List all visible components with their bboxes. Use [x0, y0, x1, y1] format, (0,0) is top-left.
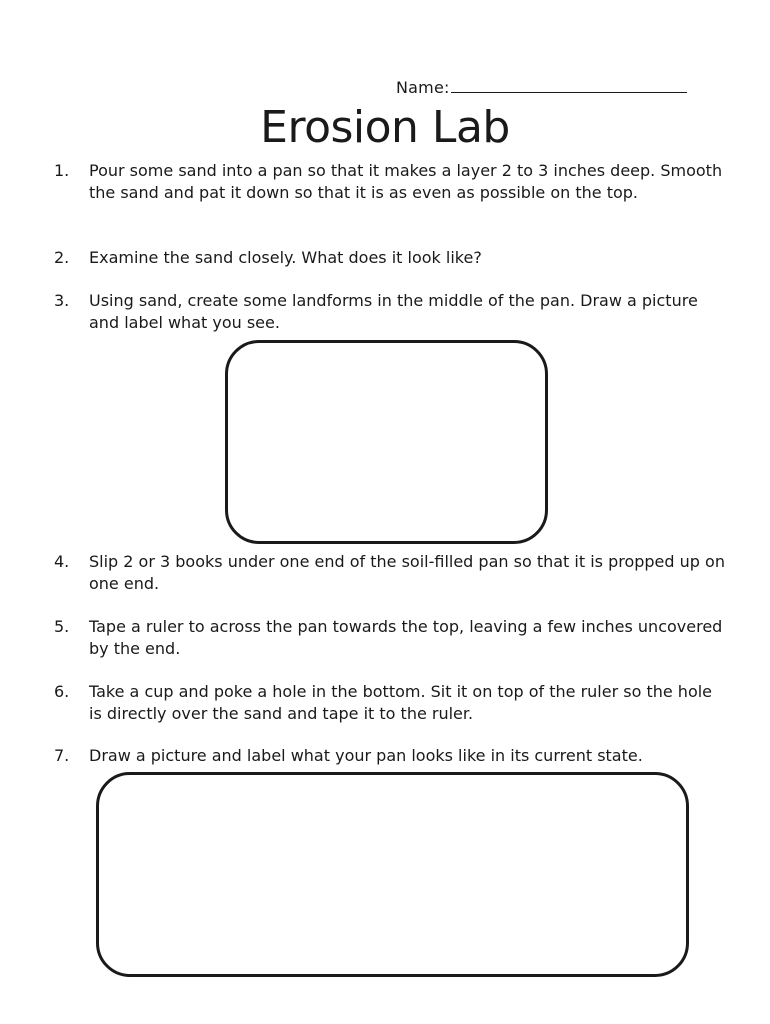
step-text: Tape a ruler to across the pan towards the top, leaving a few inches uncovered by the end. — [89, 617, 723, 658]
step-number: 3. — [54, 291, 70, 310]
step-number: 2. — [54, 248, 70, 267]
step-number: 7. — [54, 746, 70, 765]
step-text: Draw a picture and label what your pan looks like in its current state. — [89, 746, 643, 765]
step-number: 5. — [54, 617, 70, 636]
pan-drawing-box[interactable] — [96, 772, 689, 977]
step-number: 1. — [54, 161, 70, 180]
name-field[interactable] — [396, 78, 687, 97]
step-number: 6. — [54, 682, 70, 701]
step-text: Slip 2 or 3 books under one end of the soil-filled pan so that it is propped up on one end. — [89, 552, 725, 593]
page-title: Erosion Lab — [260, 102, 510, 153]
step-text: Examine the sand closely. What does it look like? — [89, 248, 482, 267]
name-blank-line[interactable] — [451, 78, 687, 93]
step-7 — [54, 745, 726, 767]
step-number: 4. — [54, 552, 70, 571]
landforms-drawing-box[interactable] — [225, 340, 548, 544]
step-text: Using sand, create some landforms in the middle of the pan. Draw a picture and label what you see. — [89, 291, 698, 332]
step-text: Take a cup and poke a hole in the bottom. Sit it on top of the ruler so the hole is directly over the sand and tape it to the ruler. — [89, 682, 713, 723]
step-3 — [54, 290, 726, 334]
name-label: Name: — [396, 78, 450, 97]
step-2 — [54, 247, 726, 269]
step-1 — [54, 160, 726, 204]
step-5 — [54, 616, 726, 660]
step-4 — [54, 551, 726, 595]
step-6 — [54, 681, 726, 725]
step-text: Pour some sand into a pan so that it makes a layer 2 to 3 inches deep. Smooth the sand and pat it down so that it is as even as possible on the top. — [89, 161, 723, 202]
